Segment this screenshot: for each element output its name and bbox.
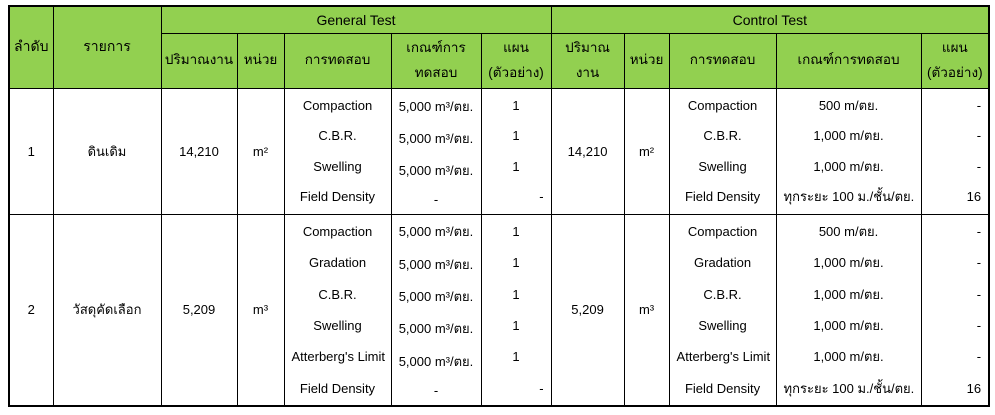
general-criteria-stack (392, 90, 481, 212)
table-row (9, 214, 989, 406)
header-general-plan: แผน (ตัวอย่าง) (481, 33, 551, 88)
general-plan-value: 1 (512, 223, 520, 239)
header-general-test: การทดสอบ (284, 33, 391, 88)
control-plan-stack (922, 90, 989, 212)
control-plan-value: - (976, 349, 982, 365)
general-plan-value: 1 (512, 128, 520, 144)
general-plan-value: 1 (512, 158, 520, 174)
general-criteria-value: 5,000 m³/ตย. (398, 224, 474, 240)
control-test-value: Swelling (698, 158, 747, 174)
header-control-criteria: เกณฑ์การทดสอบ (776, 33, 921, 88)
control-criteria-value: 1,000 m/ตย. (813, 286, 884, 302)
header-group-row (9, 6, 989, 33)
control-test-value: Compaction (687, 97, 758, 113)
control-unit-cell: m³ (624, 214, 669, 406)
control-test-cell (669, 214, 776, 406)
general-plan-value: - (539, 380, 544, 396)
general-criteria-cell (391, 214, 481, 406)
general-test-value: C.B.R. (318, 128, 357, 144)
control-test-value: C.B.R. (703, 128, 742, 144)
general-unit-cell: m² (237, 88, 284, 214)
control-test-value: Gradation (694, 255, 752, 271)
general-plan-value: 1 (512, 349, 520, 365)
control-criteria-value: 1,000 m/ตย. (813, 317, 884, 333)
general-criteria-value: - (433, 383, 439, 399)
control-plan-value: - (976, 317, 982, 333)
control-test-value: C.B.R. (703, 286, 742, 302)
control-criteria-value: 500 m/ตย. (818, 97, 879, 113)
control-plan-stack (922, 216, 989, 404)
header-general-unit: หน่วย (237, 33, 284, 88)
control-test-stack (670, 216, 776, 404)
table-row (9, 88, 989, 214)
general-test-value: Atterberg's Limit (291, 349, 386, 365)
general-plan-stack (482, 216, 551, 404)
header-control-quantity: ปริมาณงาน (551, 33, 624, 88)
control-quantity-cell: 14,210 (551, 88, 624, 214)
general-plan-cell (481, 88, 551, 214)
general-test-value: Compaction (302, 97, 373, 113)
control-test-value: Swelling (698, 317, 747, 333)
general-test-value: Gradation (308, 255, 367, 271)
control-test-value: Field Density (684, 189, 761, 205)
table-header (9, 6, 989, 88)
general-criteria-value: 5,000 m³/ตย. (398, 256, 474, 272)
control-criteria-value: ทุกระยะ 100 ม./ชั้น/ตย. (783, 189, 915, 205)
control-test-value: Atterberg's Limit (676, 349, 771, 365)
control-test-value: Compaction (687, 223, 758, 239)
control-plan-cell (921, 214, 989, 406)
control-criteria-stack (777, 90, 921, 212)
header-general-quantity: ปริมาณงาน (161, 33, 237, 88)
general-test-stack (285, 216, 391, 404)
general-test-value: Compaction (302, 223, 373, 239)
control-criteria-value: 500 m/ตย. (818, 223, 879, 239)
general-test-value: Swelling (313, 158, 362, 174)
control-plan-cell (921, 88, 989, 214)
general-test-cell (284, 88, 391, 214)
control-plan-value: - (976, 158, 982, 174)
general-plan-value: 1 (512, 255, 520, 271)
control-plan-value: - (976, 128, 982, 144)
control-plan-value: - (976, 286, 982, 302)
header-general-criteria: เกณฑ์การ​ทดสอบ (391, 33, 481, 88)
general-test-value: C.B.R. (318, 286, 357, 302)
general-plan-value: 1 (512, 317, 520, 333)
general-plan-value: 1 (512, 286, 520, 302)
general-criteria-value: 5,000 m³/ตย. (398, 321, 474, 337)
general-plan-value: - (539, 189, 544, 205)
general-quantity-cell: 5,209 (161, 214, 237, 406)
general-quantity-cell: 14,210 (161, 88, 237, 214)
header-item: รายการ (53, 6, 161, 88)
control-plan-value: 16 (966, 380, 982, 396)
row-no-cell: 1 (9, 88, 53, 214)
header-group-control: Control Test (551, 6, 989, 33)
table-body (9, 88, 989, 406)
control-test-cell (669, 88, 776, 214)
row-item-cell: วัสดุคัดเลือก (53, 214, 161, 406)
row-item-cell: ดินเดิม (53, 88, 161, 214)
general-criteria-value: 5,000 m³/ตย. (398, 98, 474, 114)
control-criteria-value: 1,000 m/ตย. (813, 128, 884, 144)
control-criteria-value: 1,000 m/ตย. (813, 158, 884, 174)
control-criteria-cell (776, 88, 921, 214)
general-test-stack (285, 90, 391, 212)
general-plan-cell (481, 214, 551, 406)
control-plan-value: 16 (966, 189, 982, 205)
general-plan-value: 1 (512, 97, 520, 113)
general-criteria-cell (391, 88, 481, 214)
test-plan-table (8, 5, 990, 407)
general-criteria-value: 5,000 m³/ตย. (398, 353, 474, 369)
control-plan-value: - (976, 97, 982, 113)
general-criteria-value: 5,000 m³/ตย. (398, 289, 474, 305)
header-group-general: General Test (161, 6, 551, 33)
general-test-value: Swelling (313, 317, 362, 333)
general-criteria-value: 5,000 m³/ตย. (398, 130, 474, 146)
control-test-value: Field Density (684, 380, 761, 396)
general-test-cell (284, 214, 391, 406)
control-criteria-value: 1,000 m/ตย. (813, 255, 884, 271)
general-test-value: Field Density (299, 380, 376, 396)
control-unit-cell: m² (624, 88, 669, 214)
general-criteria-stack (392, 216, 481, 404)
control-criteria-cell (776, 214, 921, 406)
control-criteria-value: ทุกระยะ 100 ม./ชั้น/ตย. (783, 380, 915, 396)
header-no: ลำดับ (9, 6, 53, 88)
control-plan-value: - (976, 255, 982, 271)
header-control-unit: หน่วย (624, 33, 669, 88)
row-no-cell: 2 (9, 214, 53, 406)
header-control-test: การทดสอบ (669, 33, 776, 88)
general-test-value: Field Density (299, 189, 376, 205)
control-test-stack (670, 90, 776, 212)
general-unit-cell: m³ (237, 214, 284, 406)
header-control-plan: แผน (ตัวอย่าง) (921, 33, 989, 88)
control-criteria-stack (777, 216, 921, 404)
general-criteria-value: - (433, 191, 439, 207)
general-plan-stack (482, 90, 551, 212)
general-criteria-value: 5,000 m³/ตย. (398, 162, 474, 178)
control-criteria-value: 1,000 m/ตย. (813, 349, 884, 365)
control-plan-value: - (976, 223, 982, 239)
control-quantity-cell: 5,209 (551, 214, 624, 406)
